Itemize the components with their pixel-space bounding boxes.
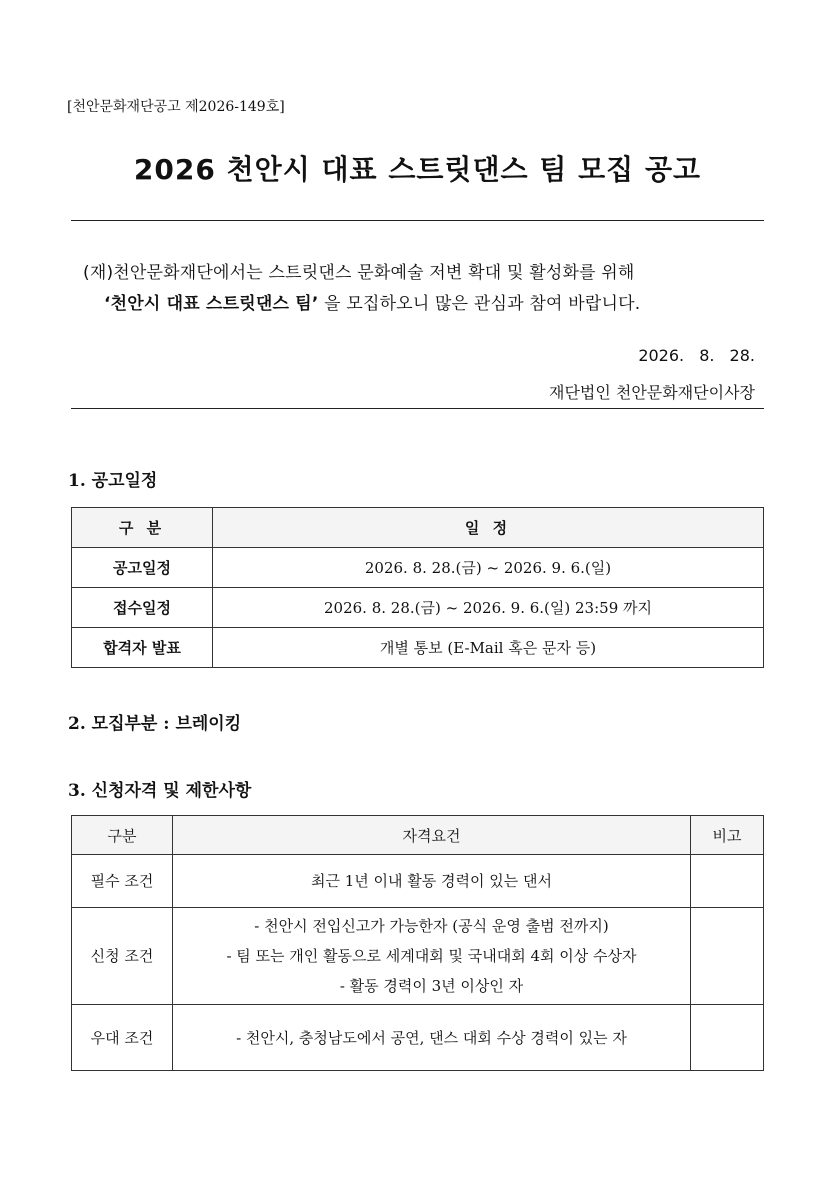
column-header-category: 구 분 [72, 508, 213, 548]
requirement-cell [173, 1005, 691, 1071]
note-cell [691, 1005, 764, 1071]
requirement-cell [173, 908, 691, 1005]
column-header-requirements: 자격요건 [173, 816, 691, 855]
issuer-name: 재단법인 천안문화재단이사장 [548, 383, 755, 402]
table-row [72, 548, 764, 588]
row-value: 2026. 8. 28.(금) ~ 2026. 9. 6.(일) 23:59 까지 [213, 588, 764, 628]
requirement-cell [173, 855, 691, 908]
table-row [72, 908, 764, 1005]
table-header-row [72, 508, 764, 548]
requirement-line: - 천안시 전입신고가 가능한자 (공식 운영 출범 전까지) [254, 917, 609, 935]
section-2-title: 2. 모집부분 : 브레이킹 [68, 714, 242, 734]
table-header-row [72, 816, 764, 855]
requirement-line: 최근 1년 이내 활동 경력이 있는 댄서 [310, 872, 552, 890]
row-value: 2026. 8. 28.(금) ~ 2026. 9. 6.(일) [213, 548, 764, 588]
team-name-emphasis: ‘천안시 대표 스트릿댄스 팀’ [104, 294, 319, 314]
requirement-line: - 활동 경력이 3년 이상인 자 [339, 977, 524, 995]
row-label: 합격자 발표 [72, 628, 213, 668]
row-label: 공고일정 [72, 548, 213, 588]
note-cell [691, 855, 764, 908]
row-label: 접수일정 [72, 588, 213, 628]
column-header-category: 구분 [72, 816, 173, 855]
row-label: 필수 조건 [72, 855, 173, 908]
intro-line-2-rest: 을 모집하오니 많은 관심과 참여 바랍니다. [318, 294, 641, 314]
row-value: 개별 통보 (E-Mail 혹은 문자 등) [213, 628, 764, 668]
section-1-title: 1. 공고일정 [68, 471, 158, 491]
requirement-line: - 천안시, 충청남도에서 공연, 댄스 대회 수상 경력이 있는 자 [236, 1028, 627, 1047]
schedule-table [71, 507, 764, 668]
table-row [72, 1005, 764, 1071]
column-header-notes: 비고 [691, 816, 764, 855]
divider-bottom [71, 408, 764, 409]
document-number: [천안문화재단공고 제2026-149호] [67, 99, 285, 115]
table-row [72, 628, 764, 668]
table-row [72, 588, 764, 628]
notice-date: 2026. 8. 28. [638, 346, 755, 365]
table-row [72, 855, 764, 908]
eligibility-table [71, 815, 764, 1071]
page-title: 2026 천안시 대표 스트릿댄스 팀 모집 공고 [133, 153, 702, 186]
section-3-title: 3. 신청자격 및 제한사항 [68, 781, 252, 801]
intro-line-1: (재)천안문화재단에서는 스트릿댄스 문화예술 저변 확대 및 활성화를 위해 [83, 263, 635, 283]
intro-line-2 [104, 289, 640, 314]
row-label: 우대 조건 [72, 1005, 173, 1071]
requirement-line: - 팀 또는 개인 활동으로 세계대회 및 국내대회 4회 이상 수상자 [226, 947, 637, 965]
divider-top [71, 220, 764, 221]
row-label: 신청 조건 [72, 908, 173, 1005]
column-header-schedule: 일 정 [213, 508, 764, 548]
note-cell [691, 908, 764, 1005]
